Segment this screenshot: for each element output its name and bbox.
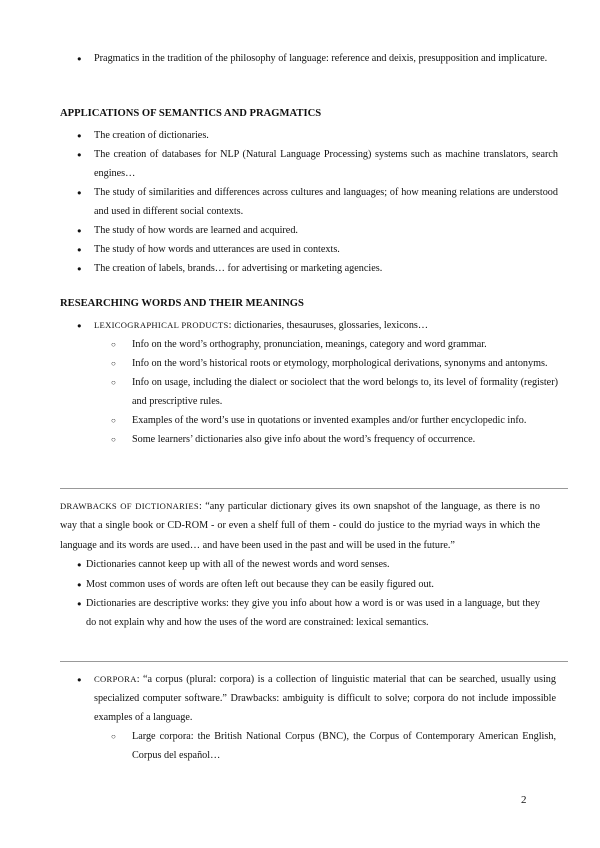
list-item: ● The creation of labels, brands… for advertising or marketing agencies. <box>60 259 558 278</box>
list-item: ● The study of how words and utterances are used in contexts. <box>60 240 558 259</box>
list-item: ● The creation of databases for NLP (Natural Language Processing) systems such as machine translators, search engines… <box>60 145 558 183</box>
list-item: ● Pragmatics in the tradition of the philosophy of language: reference and deixis, presupposition and implicature. <box>60 49 558 68</box>
researching-list <box>60 316 558 449</box>
researching-heading: RESEARCHING WORDS AND THEIR MEANINGS <box>60 298 304 309</box>
list-item: ● CORPORA: “a corpus (plural: corpora) is a collection of linguistic material that can be searched, usually using specialized computer software.” Drawbacks: ambiguity is difficult to solve; corpora do not include impossible examples of a language. <box>60 670 556 727</box>
drawbacks-label: DRAWBACKS OF DICTIONARIES <box>60 501 199 511</box>
list-item: ● LEXICOGRAPHICAL PRODUCTS: dictionaries, thesauruses, glossaries, lexicons… <box>60 316 558 335</box>
sub-list-item: ○ Large corpora: the British National Corpus (BNC), the Corpus of Contemporary American English, Corpus del español… <box>60 727 556 765</box>
divider <box>60 488 568 489</box>
sub-list-item: ○ Info on the word’s historical roots or etymology, morphological derivations, synonyms and antonyms. <box>60 354 558 373</box>
list-item: ● Most common uses of words are often left out because they can be easily figured out. <box>60 575 540 594</box>
list-item: ● The creation of dictionaries. <box>60 126 558 145</box>
sub-list-item: ○ Some learners’ dictionaries also give info about the word’s frequency of occurrence. <box>60 430 558 449</box>
divider <box>60 661 568 662</box>
list-item: ● Dictionaries are descriptive works: they give you info about how a word is or was used in a language, but they do not explain why and how the uses of the word are constrained: lexical semantics. <box>60 594 540 633</box>
sub-list-item: ○ Info on the word’s orthography, pronunciation, meanings, category and word grammar. <box>60 335 558 354</box>
intro-section <box>60 49 558 68</box>
list-item: ● Dictionaries cannot keep up with all of the newest words and word senses. <box>60 555 540 574</box>
list-item: ● The study of how words are learned and acquired. <box>60 221 558 240</box>
applications-heading: APPLICATIONS OF SEMANTICS AND PRAGMATICS <box>60 108 322 119</box>
drawbacks-paragraph: DRAWBACKS OF DICTIONARIES: “any particular dictionary gives its own snapshot of the language, as there is no way that a single book or CD-ROM - or even a shelf full of them - could do justice to the myriad ways in which the language and its words are used… and have been used in the past and will be used in the future.” <box>60 501 540 551</box>
corpora-section <box>60 670 556 765</box>
list-item: ● The study of similarities and differences across cultures and languages; of how meaning relations are understood and used in different social contexts. <box>60 183 558 221</box>
lexicographical-label: LEXICOGRAPHICAL PRODUCTS <box>94 320 229 330</box>
sub-list-item: ○ Examples of the word’s use in quotations or invented examples and/or further encyclopedic info. <box>60 411 558 430</box>
corpora-label: CORPORA <box>94 674 137 684</box>
sub-list-item: ○ Info on usage, including the dialect or sociolect that the word belongs to, its level of formality (register) and prescriptive rules. <box>60 373 558 411</box>
drawbacks-box <box>60 497 540 633</box>
page-number: 2 <box>521 794 527 806</box>
applications-list <box>60 126 558 278</box>
